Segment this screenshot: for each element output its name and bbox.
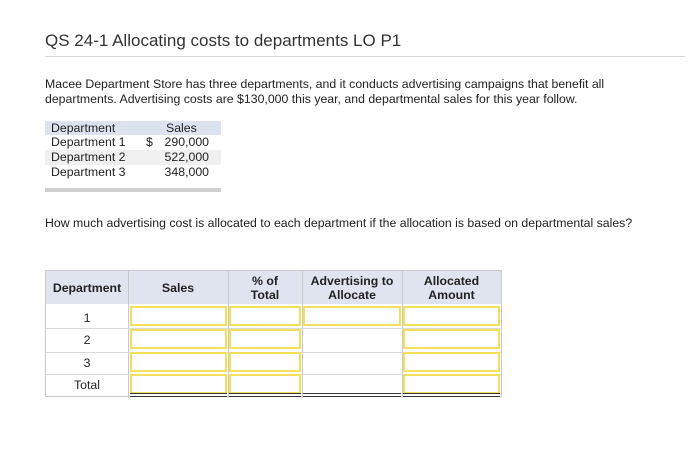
advertising-cell-total <box>303 374 401 394</box>
answer-table-header <box>46 271 501 304</box>
given-row <box>45 150 221 165</box>
sales-input-dept-1[interactable] <box>130 306 227 326</box>
question-prompt: How much advertising cost is allocated to each department if the allocation is based on departmental sales? <box>45 216 633 230</box>
question-intro: Macee Department Store has three departments, and it conducts advertising campaigns that benefit all departments. Advertising costs are $130,000 this year, and departmental sales for this year follow. <box>45 77 605 106</box>
advertising-cell-dept-3 <box>303 352 401 372</box>
advertising-cell-dept-2 <box>303 329 401 349</box>
row-label-1: 1 <box>83 311 91 325</box>
header-percent-of-total: % of Total <box>250 273 280 302</box>
given-row-sales: 348,000 <box>164 165 209 179</box>
given-row-sales: 290,000 <box>164 135 209 149</box>
header-advertising-to-allocate: Advertising to Allocate <box>310 273 394 302</box>
sales-input-dept-3[interactable] <box>130 352 227 372</box>
percent-input-total[interactable] <box>229 374 301 394</box>
column-divider <box>128 271 129 398</box>
given-row <box>45 165 221 180</box>
answer-table <box>45 270 502 397</box>
percent-input-dept-1[interactable] <box>229 306 301 326</box>
given-row-currency: $ <box>146 135 153 149</box>
given-table-header <box>45 121 221 135</box>
percent-input-dept-2[interactable] <box>229 329 301 349</box>
question-title: QS 24-1 Allocating costs to departments LO P1 <box>45 31 402 50</box>
given-row <box>45 135 221 150</box>
sales-input-dept-2[interactable] <box>130 329 227 349</box>
given-header-department: Department <box>51 121 116 135</box>
row-label-total: Total <box>74 378 100 392</box>
row-label-3: 3 <box>83 356 91 370</box>
given-sales-table <box>45 121 221 192</box>
given-row-department: Department 1 <box>51 135 126 149</box>
title-divider <box>45 56 685 57</box>
header-department: Department <box>52 280 122 295</box>
allocated-input-dept-2[interactable] <box>403 329 500 349</box>
total-double-underline <box>130 393 227 397</box>
allocated-input-dept-1[interactable] <box>403 306 500 326</box>
allocated-input-total[interactable] <box>403 374 500 394</box>
allocated-input-dept-3[interactable] <box>403 352 500 372</box>
given-table-bottom-bar <box>45 188 221 192</box>
sales-input-total[interactable] <box>130 374 227 394</box>
row-label-2: 2 <box>83 333 91 347</box>
total-double-underline <box>403 393 500 397</box>
total-double-underline <box>303 393 401 397</box>
given-header-sales: Sales <box>166 121 197 135</box>
given-row-department: Department 2 <box>51 150 126 164</box>
header-sales: Sales <box>161 280 195 295</box>
percent-input-dept-3[interactable] <box>229 352 301 372</box>
total-double-underline <box>229 393 301 397</box>
advertising-input-dept-1[interactable] <box>303 306 401 326</box>
header-allocated-amount: Allocated Amount <box>423 273 480 302</box>
given-row-sales: 522,000 <box>164 150 209 164</box>
given-row-department: Department 3 <box>51 165 126 179</box>
